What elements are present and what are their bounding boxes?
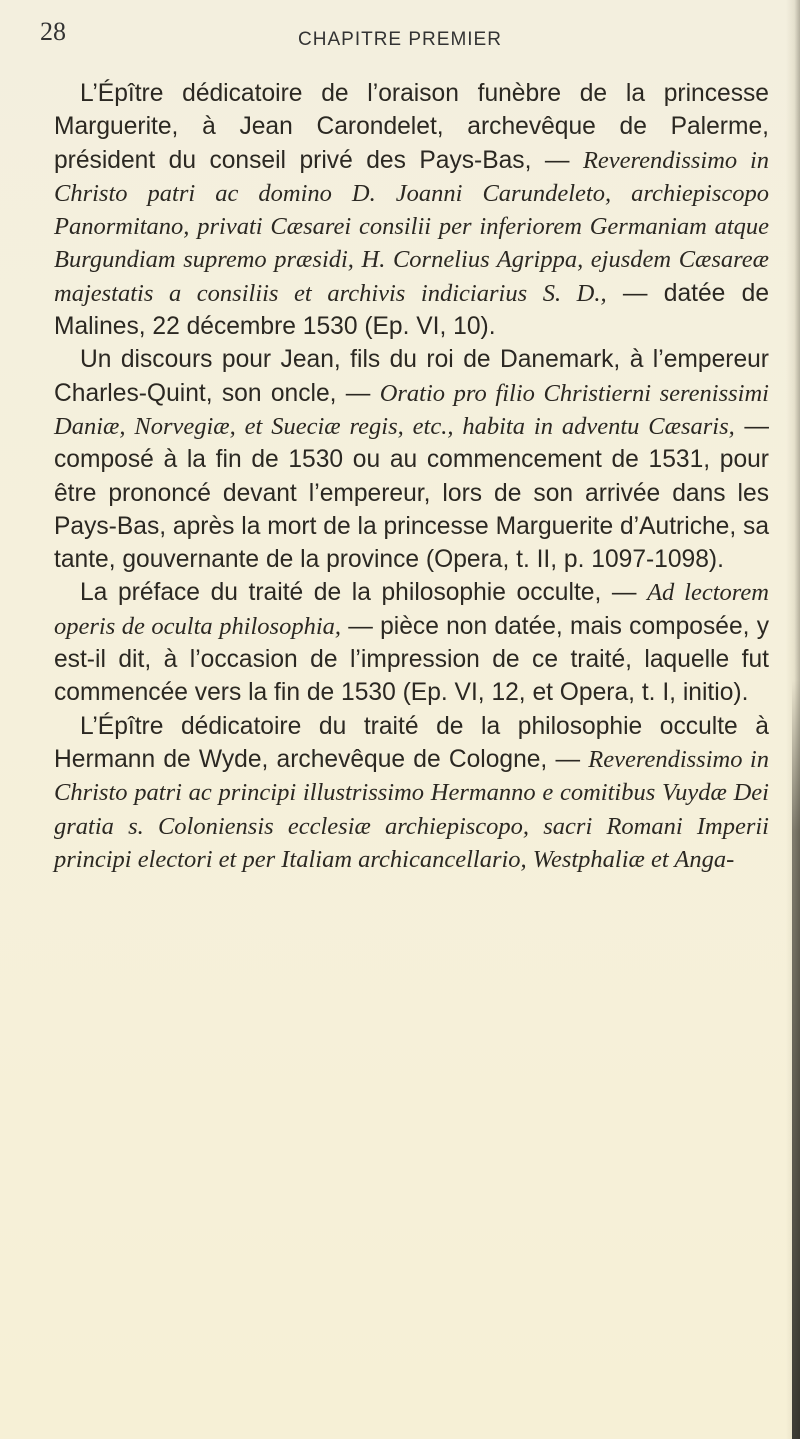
latin-title: Ad lectorem operis de oculta philosophia, [54,579,769,640]
paragraph-text: — composé à la fin de 1530 ou au commencement de 1531, pour être prononcé devant l’empereur, lors de son arrivée dans les Pays-Bas, après la mort de la princesse Marguerite d’Autriche, sa tante, gouvernante de la province (Opera, t. II, p. 1097-1098). [54,412,769,574]
paragraph-discours-jean [54,343,769,576]
paragraph-text: — datée de Malines, 22 décembre 1530 (Ep. VI, 10). [54,279,769,341]
latin-title: Reverendissimo in Christo patri ac domino D. Joanni Carundeleto, archiepiscopo Panormitano, privati Cæsarei consilii per inferiorem Germaniam atque Burgundiam supremo præsidi, H. Cornelius Agrippa, ejusdem Cæsareæ majestatis a consiliis et archivis indiciarius S. D., [54,146,769,307]
page-number: 28 [40,17,66,46]
paragraph-text: La préface du traité de la philosophie occulte, — [80,579,648,607]
latin-title: Reverendissimo in Christo patri ac principi illustrissimo Hermanno e comitibus Vuydæ Dei gratia s. Coloniensis ecclesiæ archiepiscopo, sacri Romani Imperii principi electori et per Italiam archicancellario, Westphaliæ et Anga- [54,745,769,873]
paragraph-text: L’Épître dédicatoire du traité de la philosophie occulte à Hermann de Wyde, archevêque de Cologne, — [54,712,769,773]
paragraph-text: Un discours pour Jean, fils du roi de Danemark, à l’empereur Charles-Quint, son oncle, — [54,346,769,407]
running-title: CHAPITRE PREMIER [298,29,502,50]
paragraph-epistle-hermann [54,710,769,876]
paragraph-text: L’Épître dédicatoire de l’oraison funèbre de la princesse Marguerite, à Jean Carondelet, archevêque de Palerme, président du conseil privé des Pays-Bas, — [54,80,769,174]
paragraph-text: — pièce non datée, mais composée, y est-il dit, à l’occasion de l’impression de ce traité, laquelle fut commencée vers la fin de 1530 (Ep. VI, 12, et Opera, t. I, initio). [54,612,769,707]
paragraph-preface [54,576,769,709]
body-text [54,77,769,876]
page-edge-binding [792,680,800,1439]
paragraph-epistle-oraison [54,77,769,343]
latin-title: Oratio pro filio Christierni serenissimi Daniæ, Norvegiæ, et Sueciæ regis, etc., habita in adventu Cæsaris, [54,379,769,440]
